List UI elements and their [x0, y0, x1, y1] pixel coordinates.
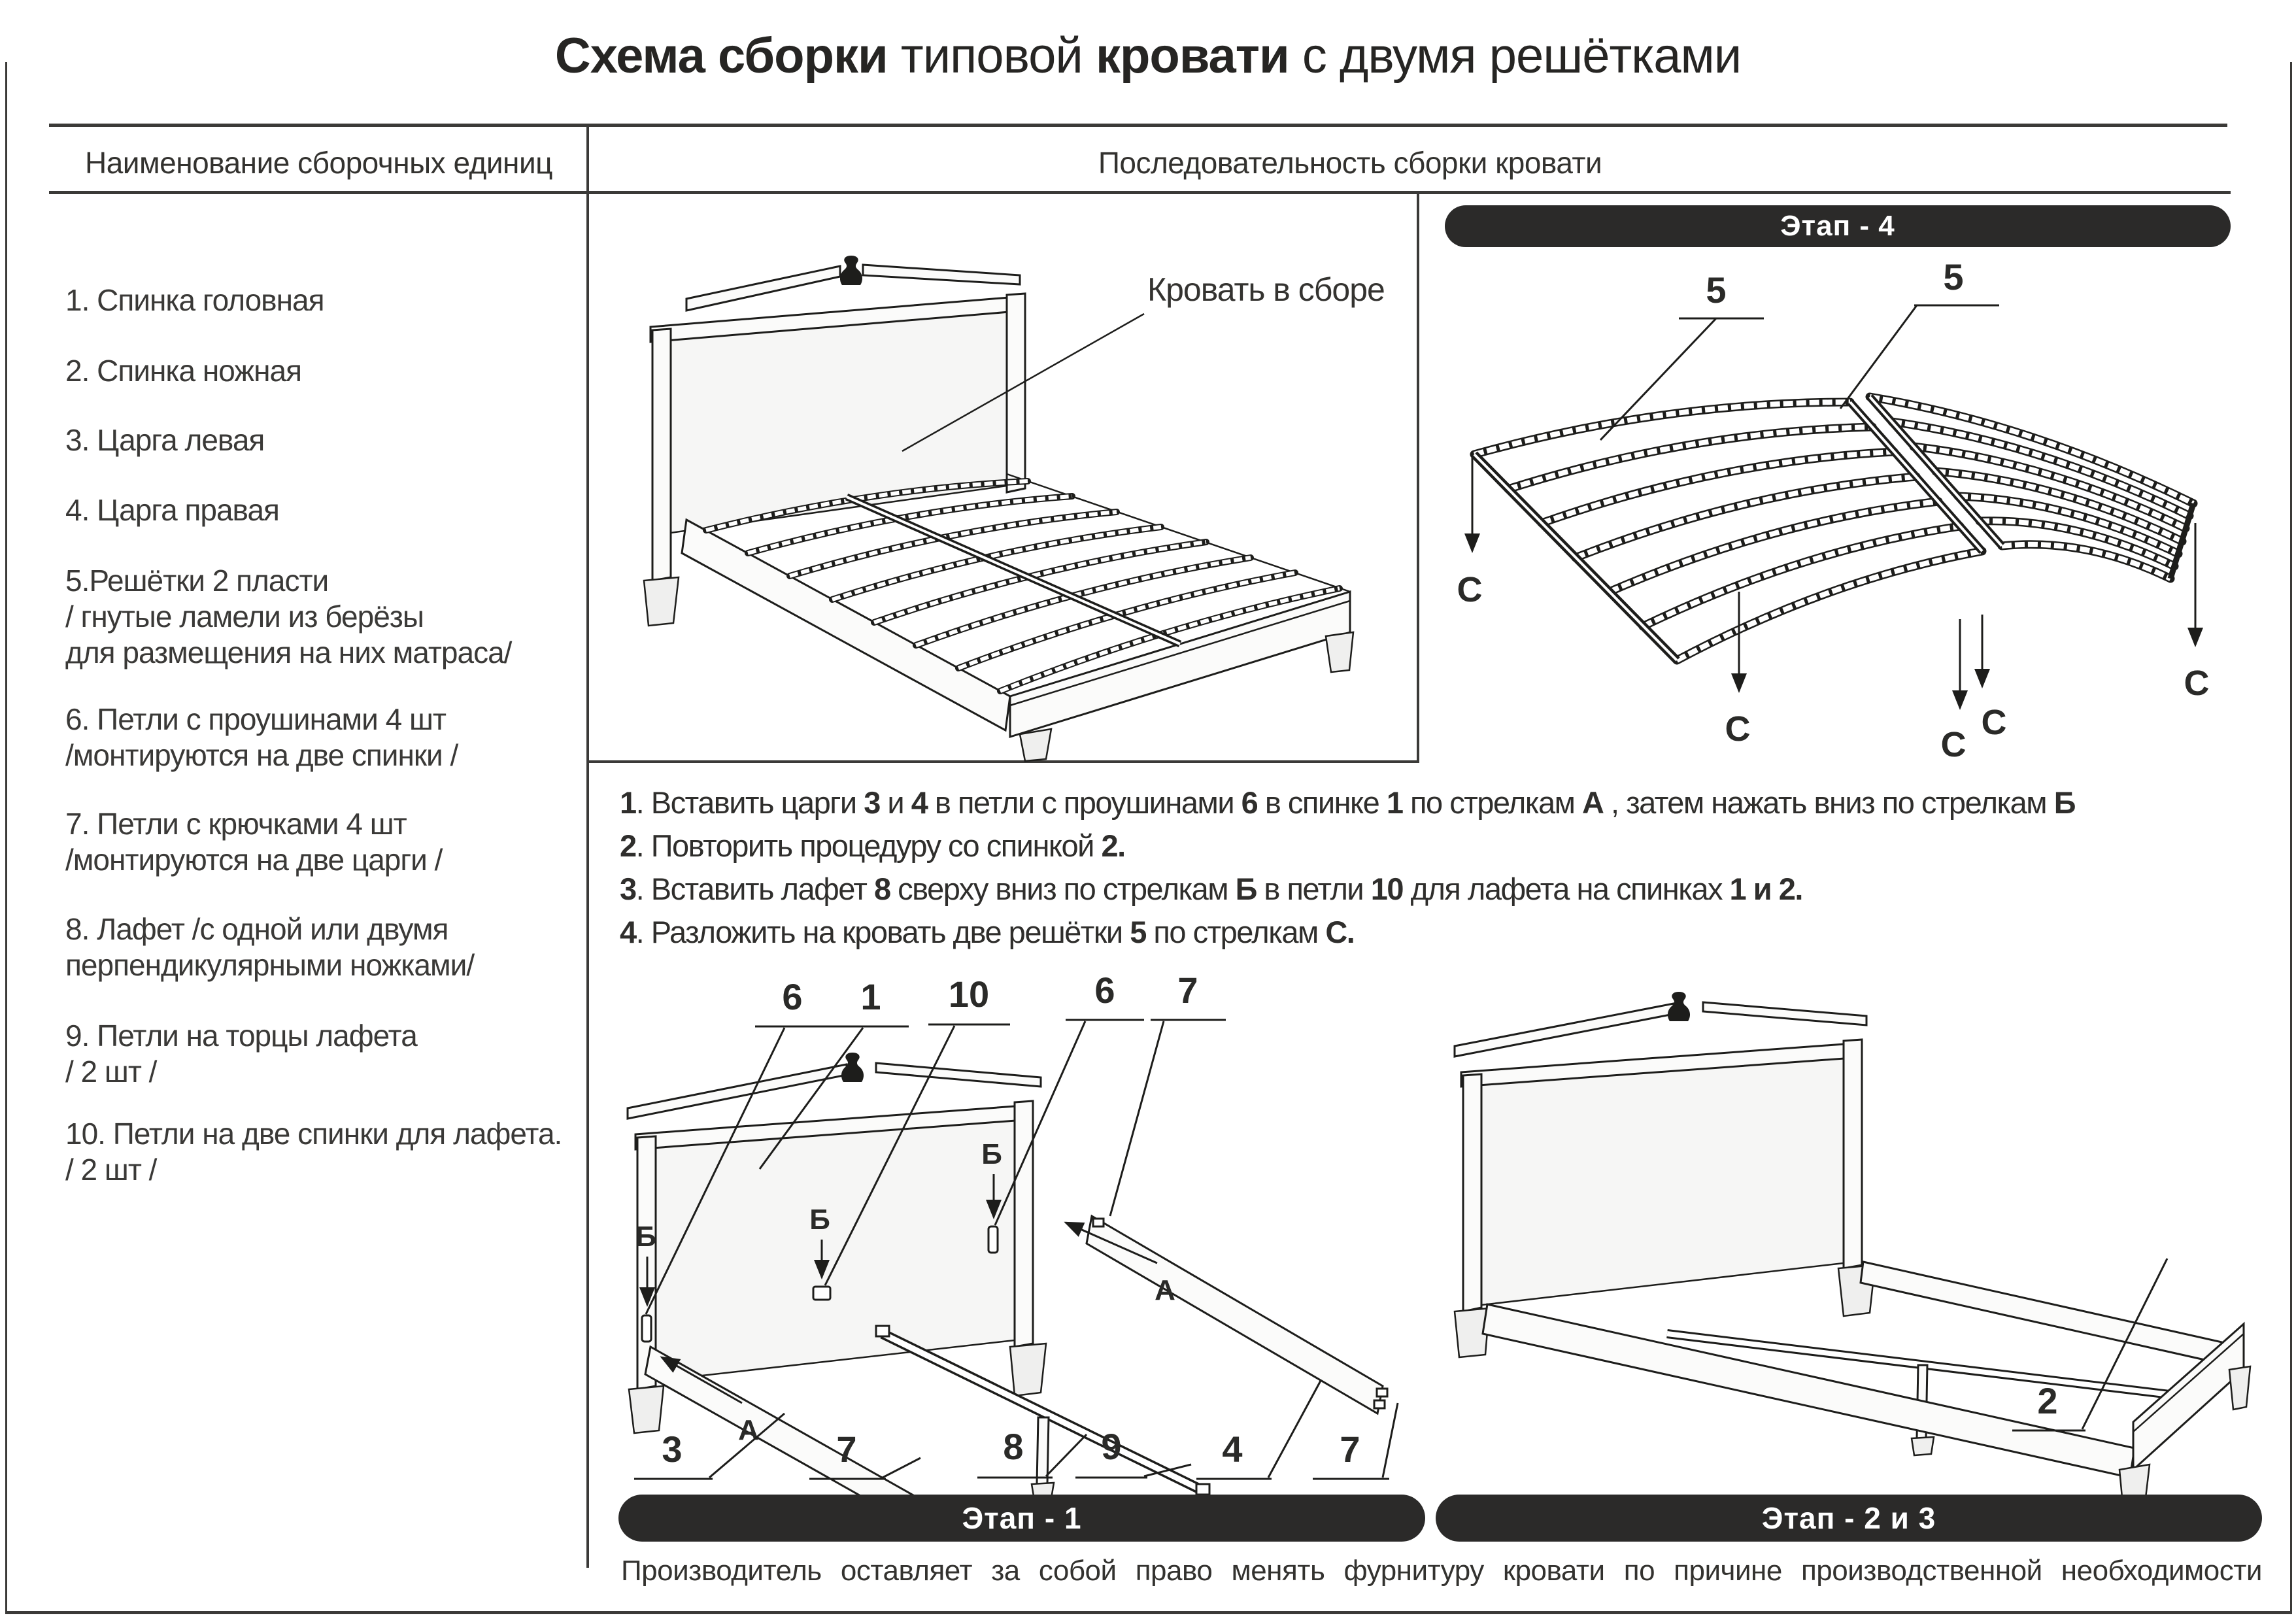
callout-7-top	[1110, 970, 1226, 1216]
list-item: 4. Царга правая	[65, 493, 279, 527]
svg-text:С: С	[1457, 570, 1483, 609]
svg-text:7: 7	[1177, 970, 1198, 1011]
svg-text:А: А	[738, 1414, 759, 1446]
svg-text:5: 5	[1943, 256, 1964, 297]
stage23-figure	[1425, 941, 2296, 1543]
svg-text:3: 3	[662, 1429, 683, 1470]
list-item: 7. Петли с крючками 4 шт /монтируются на две царги /	[65, 807, 443, 877]
assembled-bed-caption: Кровать в сборе	[1147, 271, 1385, 308]
list-item: 9. Петли на торцы лафета / 2 шт /	[65, 1019, 417, 1089]
svg-text:4: 4	[1222, 1429, 1243, 1470]
svg-text:6: 6	[782, 976, 803, 1017]
svg-text:С: С	[2184, 664, 2210, 703]
list-item: 3. Царга левая	[65, 423, 265, 457]
page-border-bottom	[5, 1611, 2292, 1614]
instruction-line: 3. Вставить лафет 8 сверху вниз по стрелкам Б в петли 10 для лафета на спинках 1 и 2.	[620, 871, 1802, 906]
arrow-c-1	[1457, 453, 1483, 609]
stage1-banner: Этап - 1	[618, 1495, 1425, 1542]
list-item: 6. Петли с проушинами 4 шт /монтируются на две спинки /	[65, 702, 458, 772]
svg-text:Б: Б	[809, 1204, 830, 1236]
bed-assembled-figure	[588, 193, 1419, 762]
svg-text:Б: Б	[981, 1138, 1002, 1170]
stage4-figure	[1419, 193, 2296, 762]
list-item: 5.Решётки 2 пласти / гнутые ламели из берёзы для размещения на них матраса/	[65, 564, 512, 669]
instruction-line: 2. Повторить процедуру со спинкой 2.	[620, 828, 1125, 863]
list-item: 10. Петли на две спинки для лафета. / 2 шт /	[65, 1117, 562, 1187]
svg-text:7: 7	[1340, 1429, 1360, 1470]
svg-text:С: С	[1981, 703, 2007, 742]
list-item: 1. Спинка головная	[65, 283, 324, 317]
arrow-c-5	[2184, 523, 2210, 703]
callout-4	[1196, 1381, 1321, 1479]
page-title: Схема сборки типовой кровати с двумя решётками	[554, 28, 1742, 84]
stage23-banner: Этап - 2 и 3	[1436, 1495, 2262, 1542]
page-border-left	[5, 62, 7, 1614]
stage4-banner: Этап - 4	[1445, 205, 2231, 247]
svg-text:А: А	[1155, 1274, 1175, 1306]
manufacturer-note: Производитель оставляет за собой право менять фурнитуру кровати по причине производственной необходимости	[621, 1555, 2262, 1587]
headboard-drawing	[644, 256, 1025, 626]
callout-8	[977, 1426, 1087, 1478]
slat-grid-right	[1870, 397, 2193, 579]
svg-text:6: 6	[1094, 970, 1115, 1011]
list-item: 8. Лафет /с одной или двумя перпендикулярными ножками/	[65, 912, 475, 982]
svg-text:Б: Б	[635, 1221, 656, 1253]
arrow-c-3	[1941, 619, 1967, 764]
svg-text:9: 9	[1101, 1426, 1122, 1467]
grid-callout-5-right	[1840, 256, 1999, 409]
arrow-c-4	[1982, 615, 2007, 742]
stage1-figure	[588, 941, 1425, 1543]
sequence-column-header: Последовательность сборки кровати	[1098, 146, 1602, 180]
arrow-c-2	[1725, 592, 1751, 749]
side-rail-4-drawing	[1087, 1216, 1387, 1413]
headboard-drawing	[1455, 992, 1875, 1357]
callout-7-bottom-right	[1313, 1403, 1398, 1479]
divider-under-title	[49, 124, 2227, 127]
svg-text:10: 10	[948, 973, 990, 1015]
svg-text:2: 2	[2037, 1380, 2058, 1421]
instruction-line: 1. Вставить царги 3 и 4 в петли с проушинами 6 в спинке 1 по стрелкам А , затем нажать вниз по стрелкам Б	[620, 785, 2075, 820]
svg-text:5: 5	[1706, 269, 1727, 311]
parts-column-header: Наименование сборочных единиц	[84, 146, 552, 180]
svg-text:С: С	[1940, 725, 1967, 764]
list-item: 2. Спинка ножная	[65, 354, 302, 388]
svg-text:1: 1	[860, 976, 881, 1017]
svg-text:8: 8	[1003, 1426, 1024, 1467]
instruction-line: 4. Разложить на кровать две решётки 5 по стрелкам С.	[620, 915, 1355, 949]
svg-text:7: 7	[836, 1429, 857, 1470]
svg-text:С: С	[1725, 709, 1751, 749]
